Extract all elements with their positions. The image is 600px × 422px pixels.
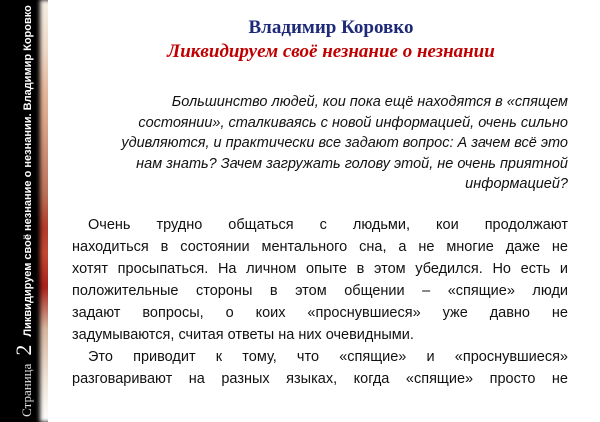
page-header [72,16,590,64]
text-line: задают вопросы, о коих «проснувшиеся» уже давно не [72,305,568,321]
text-line: Очень трудно общаться с людьми, кои продолжают [88,217,568,233]
text-line: разговаривают на разных языках, когда «спящие» просто не [72,371,568,387]
text-line: задумываются, считая ответы на них очевидными. [72,327,414,343]
text-line: находиться в состоянии ментального сна, а не многие даже не [72,239,568,255]
running-title: Ликвидируем своё незнание о незнании. Владимир Коровко [22,5,34,337]
text-line: положительные стороны в этом общении – «спящие» люди [72,283,568,299]
epigraph-line: нам знать? Зачем загружать голову этой, не очень приятной [136,155,568,172]
sidebar [0,0,48,422]
text-line: хотят просыпаться. На личном опыте в этом убедился. Но есть и [72,261,568,277]
text-line: Это приводит к тому, что «спящие» и «проснувшиеся» [88,349,568,365]
sidebar-vertical-text [0,0,48,422]
paragraph-2 [72,346,568,390]
epigraph-line: удивляются, и практически все задают вопрос: А зачем всё это [121,135,568,151]
page-number: 2 [11,344,36,356]
page-title: Ликвидируем своё незнание о незнании [167,41,495,62]
paragraph-1 [72,214,568,346]
epigraph [100,92,568,195]
page-label: Страница [19,363,34,417]
epigraph-line: Большинство людей, кои пока ещё находятся в «спящем [171,94,568,110]
epigraph-line: информацией? [465,176,568,192]
body-text [72,214,568,390]
author-name: Владимир Коровко [248,17,414,38]
epigraph-line: состоянии», сталкиваясь с новой информацией, очень сильно [138,114,568,131]
